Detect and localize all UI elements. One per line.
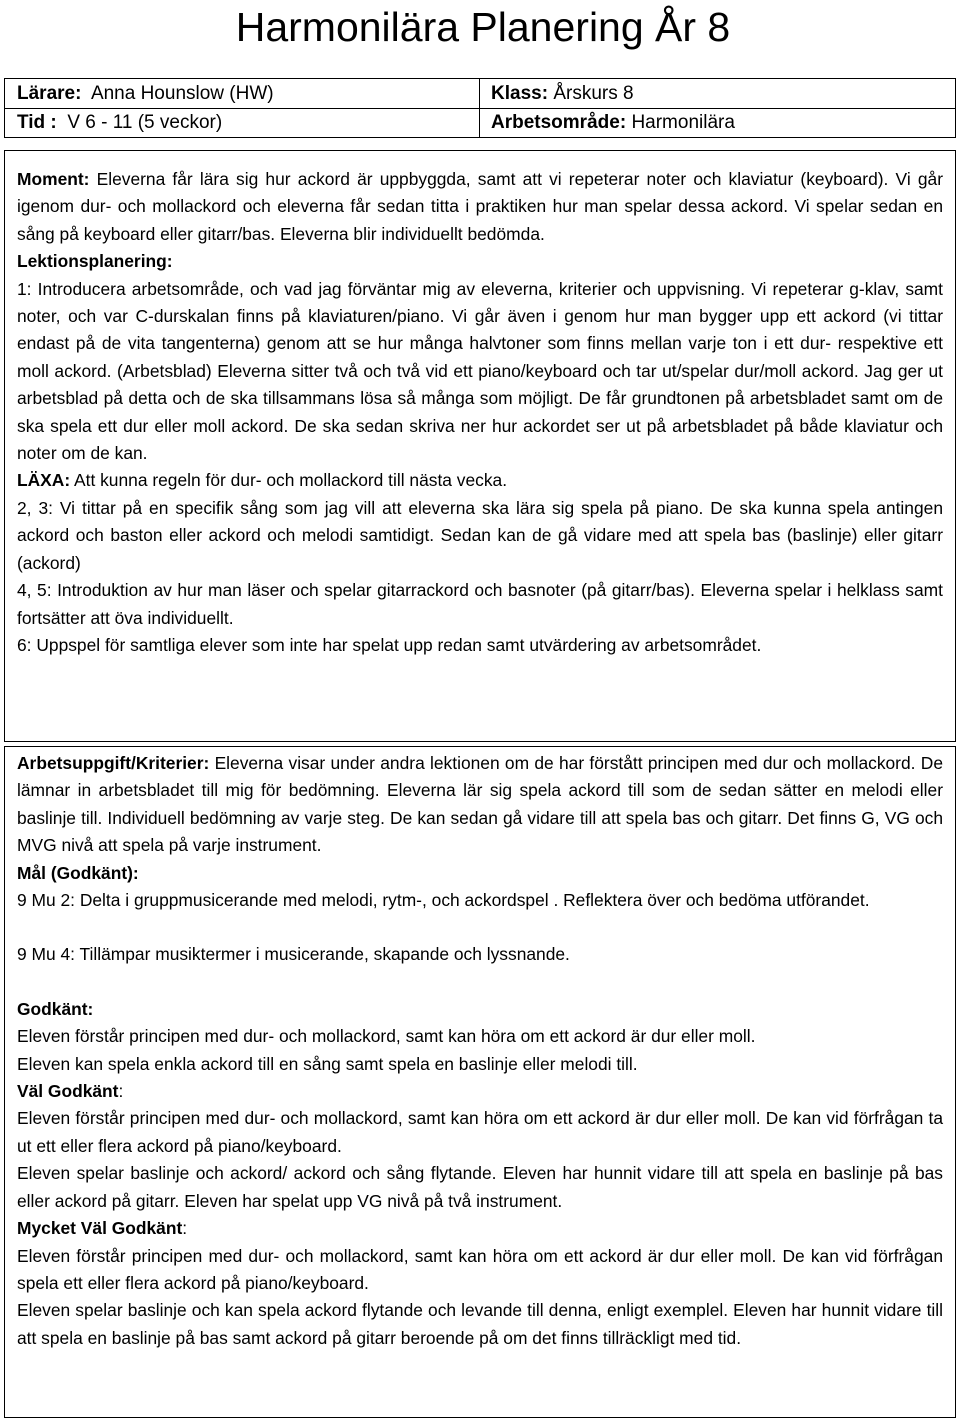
grade-vg-heading: Väl Godkänt: [17,1081,124,1102]
moment-text: Eleverna får lära sig hur ackord är uppbyggda, samt att vi repeterar noter och klaviatur (keyboard). Vi går igenom dur- och mollackord och eleverna får sedan titta i praktiken hur man spelar dessa ackord. Vi spelar sedan en sång på keyboard eller gitarr/bas. Eleverna blir individuellt bedömda. [17,169,943,244]
homework-text: Att kunna regeln för dur- och mollackord till nästa vecka. [74,470,508,491]
grade-mvg-text-2: Eleven spelar baslinje och kan spela ackord flytande och levande till denna, enligt exemplel. Eleven har hunnit vidare till att spela en baslinje på bas samt ackord på gitarr beroende på om det finns tillräckligt med tid. [17,1300,943,1348]
planning-box [4,150,956,742]
lesson-2-3: 2, 3: Vi tittar på en specifik sång som jag vill att eleverna ska lära sig spela på piano. De ska kunna spela antingen ackord och baston eller ackord och melodi samtidigt. Sedan kan de gå vidare med att spela bas (baslinje) eller gitarr (ackord) [17,497,943,573]
moment-paragraph [17,166,943,248]
info-table [4,78,956,138]
time-cell [17,109,222,137]
grade-mvg-text-1: Eleven förstår principen med dur- och mollackord, samt kan höra om ett ackord är dur eller moll. De kan vid förfrågan spela ett eller flera ackord på piano/keyboard. [17,1245,943,1293]
teacher-label: Lärare: [17,83,82,104]
criteria-box [4,746,956,1418]
grade-vg-text-1: Eleven förstår principen med dur- och mollackord, samt kan höra om ett ackord är dur eller moll. De kan vid förfrågan ta ut ett eller flera ackord på piano/keyboard. [17,1108,943,1156]
lesson-4-5: 4, 5: Introduktion av hur man läser och spelar gitarrackord och basnoter (på gitarr/bas). Eleverna spelar i helklass samt fortsätter att öva individuellt. [17,580,943,628]
lesson-1: 1: Introducera arbetsområde, och vad jag förväntar mig av eleverna, kriterier och uppvisning. Vi repeterar g-klav, samt noter, och var C-durskalan finns på klaviaturen/piano. Vi går även i genom hur man bygger upp ett ackord (vi tittar endast på de vita tangenterna) genom att se hur många halvtoner som finns mellan varje ton i ett dur- respektive ett moll ackord. (Arbetsblad) Eleverna sitter två och två vid ett piano/keyboard och tar ut/spelar dur/moll ackord. Jag ger ut arbetsblad på detta och de ska tillsammans lösa så många som möjligt. De får grundtonen på arbetsbladet samt om de ska spela ett dur eller moll ackord. De ska sedan skriva ner hur ackordet ser ut på arbetsbladet på både klaviatur och noter om de kan. [17,278,943,464]
teacher-cell [17,80,274,108]
goal-mu2: 9 Mu 2: Delta i gruppmusicerande med melodi, rytm-, och ackordspel . Reflektera över och bedöma utförandet. [17,890,870,911]
teacher-value: Anna Hounslow (HW) [90,83,274,104]
grade-g-heading: Godkänt: [17,998,94,1019]
grade-vg-text-2: Eleven spelar baslinje och ackord/ ackord och sång flytande. Eleven har hunnit vidare till att spela en baslinje på bas eller ackord på gitarr. Eleven har spelat upp VG nivå på två instrument. [17,1163,943,1211]
goals-heading: Mål (Godkänt): [17,862,139,883]
lesson-heading: Lektionsplanering: [17,251,173,272]
task-paragraph [17,750,943,860]
homework-label: LÄXA: [17,470,71,491]
area-label: Arbetsområde: [491,112,627,133]
task-label: Arbetsuppgift/Kriterier: [17,753,210,773]
area-cell [491,109,735,137]
page-title: Harmonilära Planering År 8 [235,4,731,50]
moment-label: Moment: [17,169,90,189]
grade-g-text-1: Eleven förstår principen med dur- och mollackord, samt kan höra om ett ackord är dur eller moll. [17,1026,756,1047]
class-value: Årskurs 8 [553,83,634,104]
homework-paragraph [17,467,943,494]
class-cell [491,80,634,108]
grade-mvg-heading: Mycket Väl Godkänt: [17,1218,188,1239]
grade-g-text-2: Eleven kan spela enkla ackord till en sång samt spela en baslinje eller melodi till. [17,1053,638,1074]
area-value: Harmonilära [631,112,735,133]
goal-mu4: 9 Mu 4: Tillämpar musiktermer i musicerande, skapande och lyssnande. [17,944,570,965]
lesson-6: 6: Uppspel för samtliga elever som inte har spelat upp redan samt utvärdering av arbetsområdet. [17,634,762,655]
task-text: Eleverna visar under andra lektionen om de har förstått principen med dur och mollackord. De lämnar in arbetsbladet till mig för bedömning. Eleverna lär sig spela ackord till som de sedan sätter en melodi eller baslinje till. Individuell bedömning av varje steg. De kan sedan gå vidare till att spela bas och gitarr. Det finns G, VG och MVG nivå att spela på varje instrument. [17,753,943,856]
time-value: V 6 - 11 (5 veckor) [67,112,223,133]
time-label: Tid : [17,112,57,133]
class-label: Klass: [491,83,549,104]
